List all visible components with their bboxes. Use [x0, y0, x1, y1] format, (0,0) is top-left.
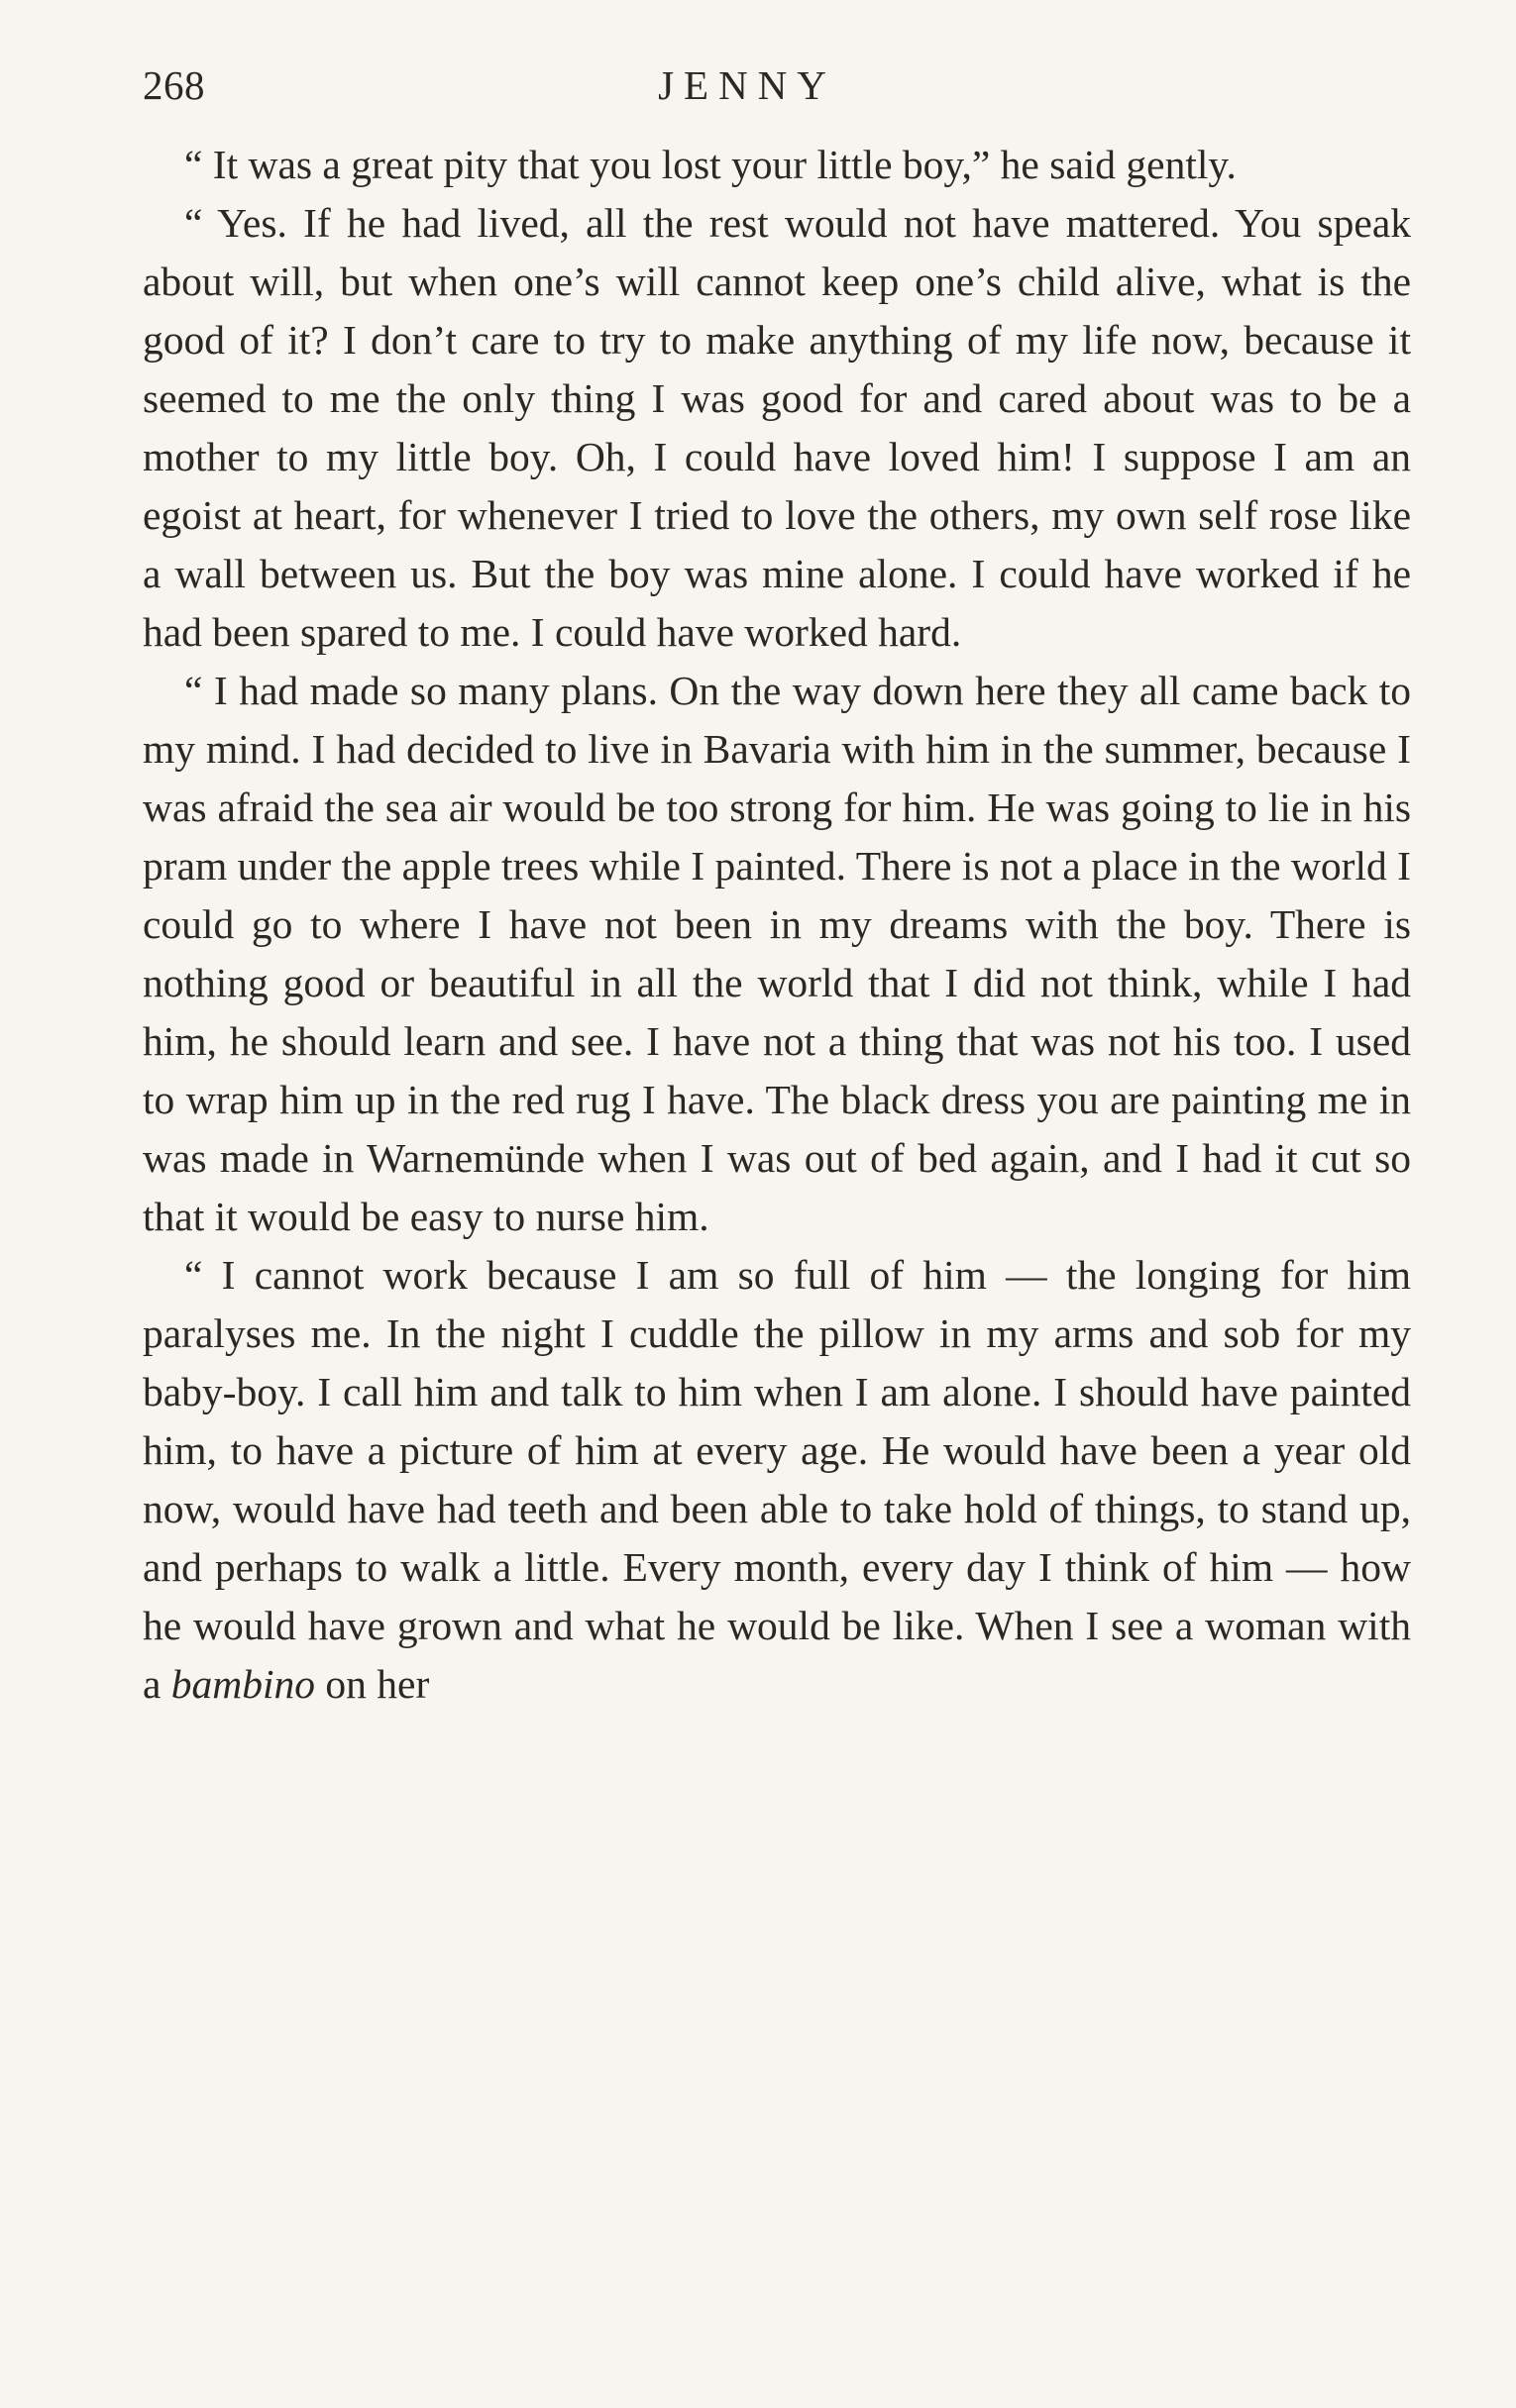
running-head: JENNY	[658, 62, 836, 108]
paragraph: “ It was a great pity that you lost your little boy,” he said gently.	[184, 142, 1237, 187]
body-text	[143, 136, 1411, 1714]
paragraph-tail: on her	[315, 1661, 430, 1707]
paragraph-text: “ I cannot work because I am so full of him — the longing for him paralyses me. In the night I cuddle the pillow in my arms and sob for my baby-boy. I call him and talk to him when I am alone. I should have painted him, to have a picture of him at every age. He would have been a year old now, would have had teeth and been able to take hold of things, to stand up, and perhaps to walk a little. Every month, every day I think of him — how he would have grown and what he would be like. When I see a woman with a	[143, 1252, 1411, 1707]
italic-word: bambino	[170, 1661, 316, 1707]
paragraph: “ Yes. If he had lived, all the rest would not have mattered. You speak about will, but when one’s will cannot keep one’s child alive, what is the good of it? I don’t care to try to make anything of my life now, because it seemed to me the only thing I was good for and cared about was to be a mother to my little boy. Oh, I could have loved him! I suppose I am an egoist at heart, for whenever I tried to love the others, my own self rose like a wall between us. But the boy was mine alone. I could have worked if he had been spared to me. I could have worked hard.	[143, 200, 1411, 655]
page-number: 268	[143, 62, 205, 108]
paragraph	[143, 1246, 1411, 1714]
paragraph: “ I had made so many plans. On the way down here they all came back to my mind. I had decided to live in Bavaria with him in the summer, because I was afraid the sea air would be too strong for him. He was going to lie in his pram under the apple trees while I painted. There is not a place in the world I could go to where I have not been in my dreams with the boy. There is nothing good or beautiful in all the world that I did not think, while I had him, he should learn and see. I have not a thing that was not his too. I used to wrap him up in the red rug I have. The black dress you are painting me in was made in Warnemünde when I was out of bed again, and I had it cut so that it would be easy to nurse him.	[143, 668, 1411, 1239]
page-header	[143, 55, 1411, 115]
